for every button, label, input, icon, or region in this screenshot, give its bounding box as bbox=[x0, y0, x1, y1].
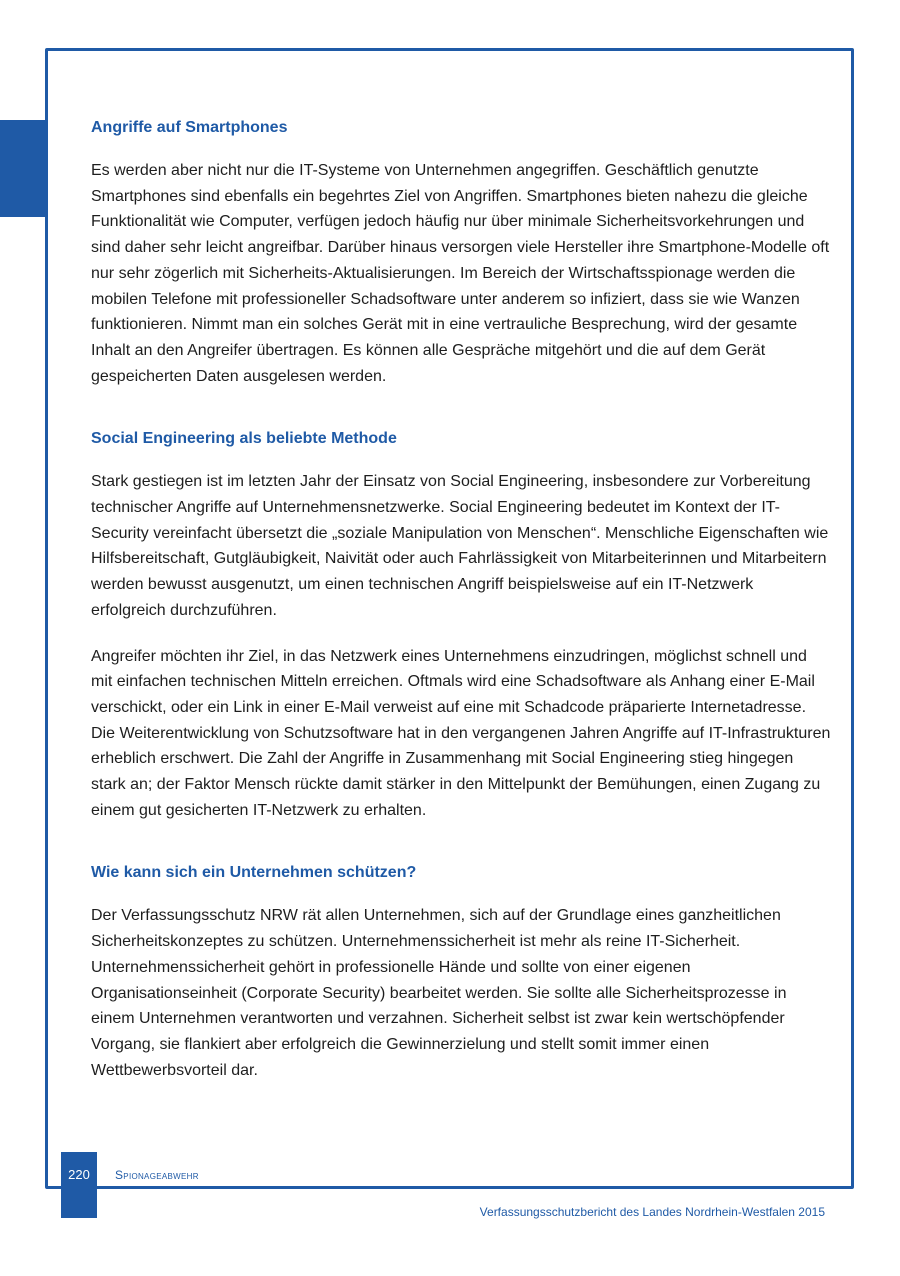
publication-footer: Verfassungsschutzbericht des Landes Nordrhein-Westfalen 2015 bbox=[479, 1205, 825, 1219]
section-heading: Wie kann sich ein Unternehmen schützen? bbox=[91, 864, 417, 882]
running-section-label: Spionageabwehr bbox=[115, 1168, 199, 1182]
paragraph: Angreifer möchten ihr Ziel, in das Netzwerk eines Unternehmens einzudringen, möglichst schnell und mit einfachen technischen Mitteln erreichen. Oftmals wird eine Schadsoftware als Anhang einer E-Mail verschickt, oder ein Link in einer E-Mail verweist auf eine mit Schadcode präparierte Internetadresse. Die Weiterentwicklung von Schutzsoftware hat in den vergangenen Jahren Angriffe auf IT-Infrastrukturen erheblich erschwert. Die Zahl der Angriffe in Zusammenhang mit Social Engineering stieg hingegen stark an; der Faktor Mensch rückte damit stärker in den Mittelpunkt der Bemühungen, einen Zugang zu einem gut gesicherten IT-Netzwerk zu erhalten. bbox=[91, 647, 831, 819]
paragraph: Stark gestiegen ist im letzten Jahr der Einsatz von Social Engineering, insbesondere zur Vorbereitung technischer Angriffe auf Unternehmensnetzwerke. Social Engineering bedeutet im Kontext der IT-Security vereinfacht übersetzt die „soziale Manipulation von Menschen“. Menschliche Eigenschaften wie Hilfsbereitschaft, Gutgläubigkeit, Naivität oder auch Fahrlässigkeit von Mitarbeiterinnen und Mitarbeitern werden bewusst ausgenutzt, um einen technischen Angriff beispielsweise auf ein IT-Netzwerk erfolgreich durchzuführen. bbox=[91, 473, 829, 619]
page-content bbox=[91, 118, 831, 1083]
section-heading: Angriffe auf Smartphones bbox=[91, 119, 288, 136]
section-heading: Social Engineering als beliebte Methode bbox=[91, 430, 397, 448]
chapter-tab-marker bbox=[0, 120, 46, 217]
page-number: 220 bbox=[61, 1152, 97, 1218]
paragraph: Es werden aber nicht nur die IT-Systeme von Unternehmen angegriffen. Geschäftlich genutzte Smartphones sind ebenfalls ein begehrtes Ziel von Angriffen. Smartphones bieten nahezu die gleiche Funktionalität wie Computer, verfügen jedoch häufig nur über minimale Sicherheitsvorkehrungen und sind daher sehr leicht angreifbar. Darüber hinaus versorgen viele Hersteller ihre Smartphone-Modelle oft nur sehr zögerlich mit Sicherheits-Aktualisierungen. Im Bereich der Wirtschaftsspionage werden die mobilen Telefone mit professioneller Schadsoftware unter anderem so infiziert, dass sie wie Wanzen funktionieren. Nimmt man ein solches Gerät mit in eine vertrauliche Besprechung, wird der gesamte Inhalt an den Angreifer übertragen. Es können alle Gespräche mitgehört und die auf dem Gerät gespeicherten Daten ausgelesen werden. bbox=[91, 162, 830, 385]
paragraph: Der Verfassungsschutz NRW rät allen Unternehmen, sich auf der Grundlage eines ganzheitlichen Sicherheitskonzeptes zu schützen. Unternehmenssicherheit ist mehr als reine IT-Sicherheit. Unternehmenssicherheit gehört in professionelle Hände und sollte von einer eigenen Organisationseinheit (Corporate Security) bearbeitet werden. Sie sollte alle Sicherheitsprozesse in einem Unternehmen verantworten und verzahnen. Sicherheit selbst ist zwar kein wertschöpfender Vorgang, sie flankiert aber erfolgreich die Gewinnerzielung und stellt somit immer einen Wettbewerbsvorteil dar. bbox=[91, 907, 787, 1079]
